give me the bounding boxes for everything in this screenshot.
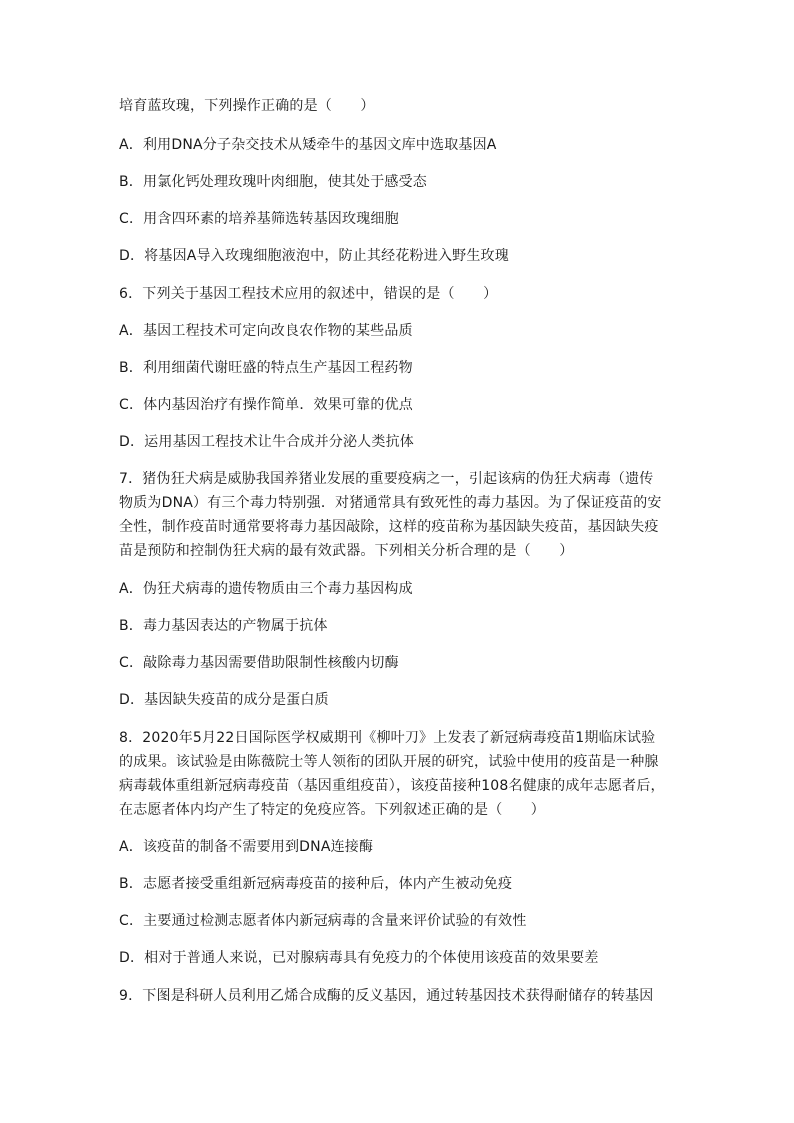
q5-option-c: C．用含四环素的培养基筛选转基因玫瑰细胞: [119, 211, 399, 227]
q6-option-a: A．基因工程技术可定向改良农作物的某些品质: [119, 323, 413, 339]
q6-option-b: B．利用细菌代谢旺盛的特点生产基因工程药物: [119, 360, 413, 376]
q5-option-b: B．用氯化钙处理玫瑰叶肉细胞，使其处于感受态: [119, 174, 428, 190]
q6-option-d: D．运用基因工程技术让牛合成并分泌人类抗体: [119, 434, 414, 450]
question-7-stem-line-4: 苗是预防和控制伪狂犬病的最有效武器。下列相关分析合理的是（ ）: [119, 543, 574, 559]
question-7-stem-line-1: 7．猪伪狂犬病是威胁我国养猪业发展的重要疫病之一，引起该病的伪狂犬病毒（遗传: [119, 471, 654, 487]
q7-option-a: A．伪狂犬病毒的遗传物质由三个毒力基因构成: [119, 581, 413, 597]
q5-option-d: D．将基因A导入玫瑰细胞液泡中，防止其经花粉进入野生玫瑰: [119, 248, 509, 264]
question-5-stem-continued: 培育蓝玫瑰，下列操作正确的是（ ）: [119, 98, 375, 114]
question-6-stem: 6．下列关于基因工程技术应用的叙述中，错误的是（ ）: [119, 286, 498, 302]
q7-option-d: D．基因缺失疫苗的成分是蛋白质: [119, 692, 329, 708]
question-8-stem-line-4: 在志愿者体内均产生了特定的免疫应答。下列叙述正确的是（ ）: [119, 802, 545, 818]
q6-option-c: C．体内基因治疗有操作简单．效果可靠的优点: [119, 397, 413, 413]
q7-option-c: C．敲除毒力基因需要借助限制性核酸内切酶: [119, 655, 399, 671]
question-8-stem-line-1: 8．2020年5月22日国际医学权威期刊《柳叶刀》上发表了新冠病毒疫苗1期临床试验: [119, 730, 656, 746]
question-7-stem-line-3: 全性，制作疫苗时通常要将毒力基因敲除，这样的疫苗称为基因缺失疫苗，基因缺失疫: [119, 519, 659, 535]
q8-option-d: D．相对于普通人来说，已对腺病毒具有免疫力的个体使用该疫苗的效果要差: [119, 950, 599, 966]
q8-option-c: C．主要通过检测志愿者体内新冠病毒的含量来评价试验的有效性: [119, 913, 527, 929]
question-9-stem-line-1: 9．下图是科研人员利用乙烯合成酶的反义基因，通过转基因技术获得耐储存的转基因: [119, 988, 654, 1004]
q8-option-a: A．该疫苗的制备不需要用到DNA连接酶: [119, 839, 374, 855]
q8-option-b: B．志愿者接受重组新冠病毒疫苗的接种后，体内产生被动免疫: [119, 876, 513, 892]
question-7-stem-line-2: 物质为DNA）有三个毒力特别强．对猪通常具有致死性的毒力基因。为了保证疫苗的安: [119, 495, 662, 511]
q5-option-a: A．利用DNA分子杂交技术从矮牵牛的基因文库中选取基因A: [119, 137, 497, 153]
question-8-stem-line-2: 的成果。该试验是由陈薇院士等人领衔的团队开展的研究，试验中使用的疫苗是一种腺: [119, 754, 659, 770]
q7-option-b: B．毒力基因表达的产物属于抗体: [119, 618, 328, 634]
question-8-stem-line-3: 病毒载体重组新冠病毒疫苗（基因重组疫苗），该疫苗接种108名健康的成年志愿者后，: [119, 778, 665, 794]
